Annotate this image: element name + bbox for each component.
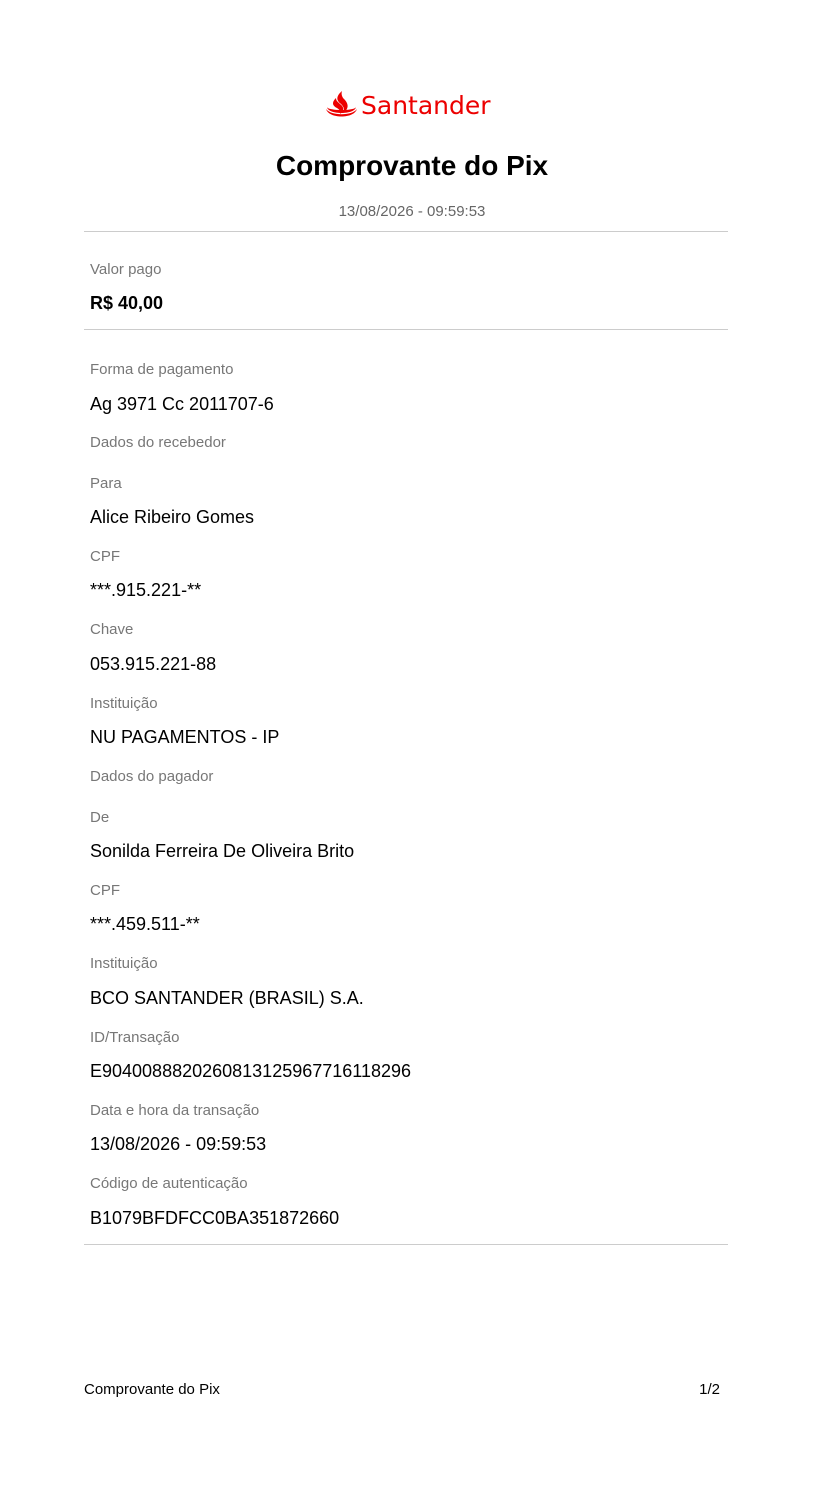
- payer-institution-label: Instituição: [90, 955, 158, 972]
- payment-method-value: Ag 3971 Cc 2011707-6: [90, 394, 274, 414]
- payer-section-label: Dados do pagador: [90, 768, 214, 785]
- receiver-section-label: Dados do recebedor: [90, 434, 226, 451]
- receiver-institution-value: NU PAGAMENTOS - IP: [90, 727, 280, 747]
- divider: [84, 1244, 728, 1245]
- receiver-to-label: Para: [90, 475, 122, 492]
- receiver-cpf-label: CPF: [90, 548, 120, 565]
- page-title: Comprovante do Pix: [275, 150, 549, 181]
- amount-label: Valor pago: [90, 261, 162, 278]
- payer-cpf-value: ***.459.511-**: [90, 914, 200, 934]
- auth-code-label: Código de autenticação: [90, 1175, 248, 1192]
- payer-institution-value: BCO SANTANDER (BRASIL) S.A.: [90, 988, 364, 1008]
- receiver-cpf-value: ***.915.221-**: [90, 580, 202, 600]
- receipt-datetime: 13/08/2026 - 09:59:53: [338, 203, 486, 220]
- payer-from-label: De: [90, 809, 110, 826]
- receiver-key-label: Chave: [90, 621, 134, 638]
- receiver-institution-label: Instituição: [90, 695, 158, 712]
- footer-title: Comprovante do Pix: [84, 1381, 220, 1398]
- transaction-datetime-value: 13/08/2026 - 09:59:53: [90, 1134, 267, 1154]
- payer-name-value: Sonilda Ferreira De Oliveira Brito: [90, 841, 355, 861]
- payer-cpf-label: CPF: [90, 882, 120, 899]
- transaction-id-value: E90400888202608131259677161182​96: [90, 1061, 412, 1081]
- brand-name: Santander: [361, 90, 491, 120]
- flame-icon: [325, 90, 358, 120]
- amount-value: R$ 40,00: [90, 293, 164, 313]
- payment-method-label: Forma de pagamento: [90, 361, 234, 378]
- page-number: 1/2: [699, 1381, 720, 1398]
- receiver-key-value: 053.915.221-88: [90, 654, 217, 674]
- santander-logo: [325, 85, 491, 125]
- divider: [84, 231, 728, 232]
- receiver-name-value: Alice Ribeiro Gomes: [90, 507, 255, 527]
- transaction-id-label: ID/Transação: [90, 1029, 180, 1046]
- transaction-datetime-label: Data e hora da transação: [90, 1102, 260, 1119]
- auth-code-value: B1079BFDFCC0BA351872660: [90, 1208, 340, 1228]
- divider: [84, 329, 728, 330]
